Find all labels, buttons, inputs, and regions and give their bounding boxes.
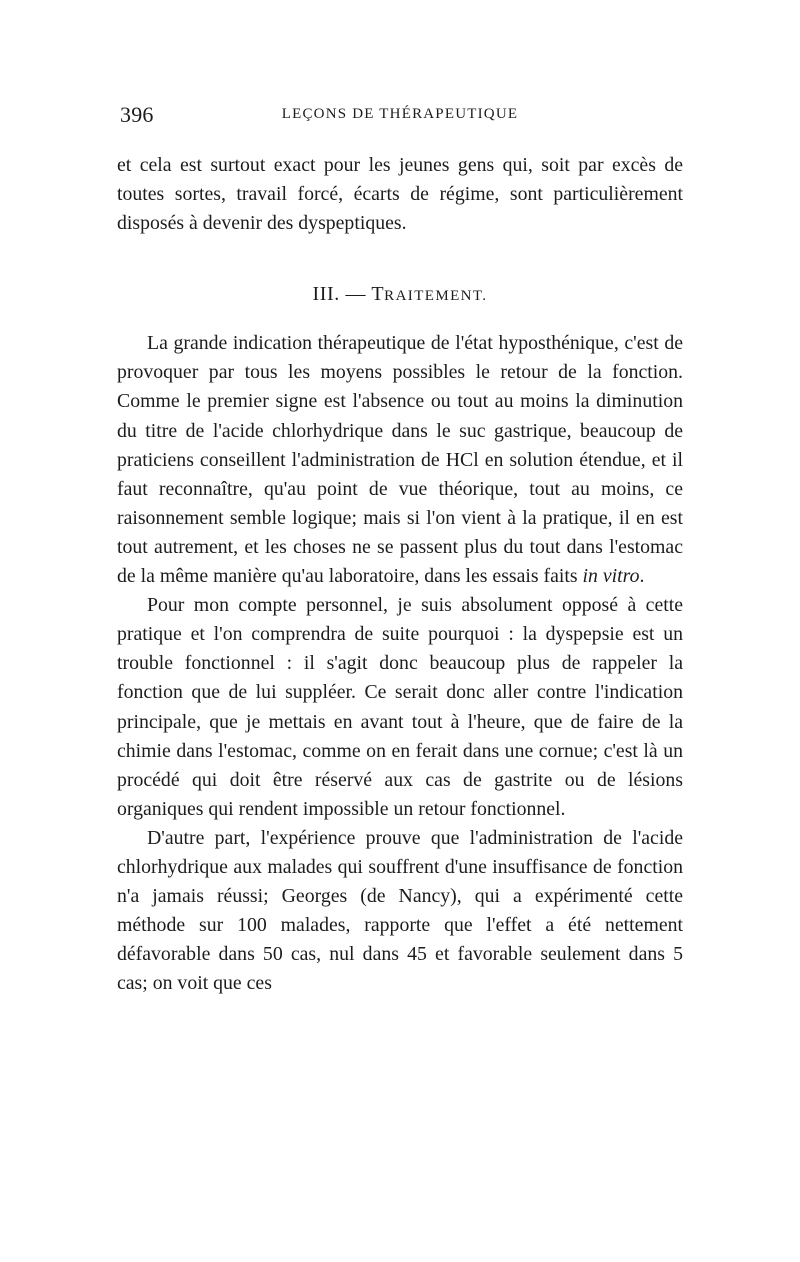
body-text: [117, 151, 683, 998]
book-page: [117, 100, 683, 998]
paragraph-experience: D'autre part, l'expérience prouve que l'administration de l'acide chlorhydrique aux malades qui souffrent d'une insuffisance de fonction n'a jamais réussi; Georges (de Nancy), qui a expérimenté cette méthode sur 100 malades, rapporte que l'effet a été nettement défavorable dans 50 cas, nul dans 45 et favorable seulement dans 5 cas; on voit que ces: [117, 826, 683, 995]
section-heading: [117, 280, 683, 309]
intro-paragraph: et cela est surtout exact pour les jeunes gens qui, soit par excès de toutes sortes, travail forcé, écarts de régime, sont particulièrement disposés à devenir des dyspeptiques.: [117, 154, 683, 235]
italic-phrase: in vitro: [582, 565, 640, 588]
section-title: RAITEMENT.: [384, 288, 488, 305]
section-numeral: III. — T: [312, 283, 385, 306]
page-number: 396: [120, 102, 154, 127]
paragraph-tail: .: [639, 565, 645, 588]
running-title: LEÇONS DE THÉRAPEUTIQUE: [281, 106, 519, 122]
paragraph-text: La grande indication thérapeutique de l'état hyposthénique, c'est de provoquer par tous les moyens possibles le retour de la fonction. Comme le premier signe est l'absence ou tout au moins la diminution du titre de l'acide chlorhydrique dans le suc gastrique, beaucoup de praticiens conseillent l'administration de HCl en solution étendue, et il faut reconnaître, qu'au point de vue théorique, tout au moins, ce raisonnement semble logique; mais si l'on vient à la pratique, il en est tout autrement, et les choses ne se passent plus du tout dans l'estomac de la même manière qu'au laboratoire, dans les essais faits: [117, 332, 683, 588]
running-head: [117, 100, 683, 130]
paragraph-opinion: Pour mon compte personnel, je suis absolument opposé à cette pratique et l'on comprendra de suite pourquoi : la dyspepsie est un trouble fonctionnel : il s'agit donc beaucoup plus de rappeler la fonction que de lui suppléer. Ce serait donc aller contre l'indication principale, que je mettais en avant tout à l'heure, que de faire de la chimie dans l'estomac, comme on en ferait dans une cornue; c'est là un procédé qui doit être réservé aux cas de gastrite ou de lésions organiques qui rendent impossible un retour fonctionnel.: [117, 594, 683, 820]
paragraph-indication: [117, 329, 683, 591]
